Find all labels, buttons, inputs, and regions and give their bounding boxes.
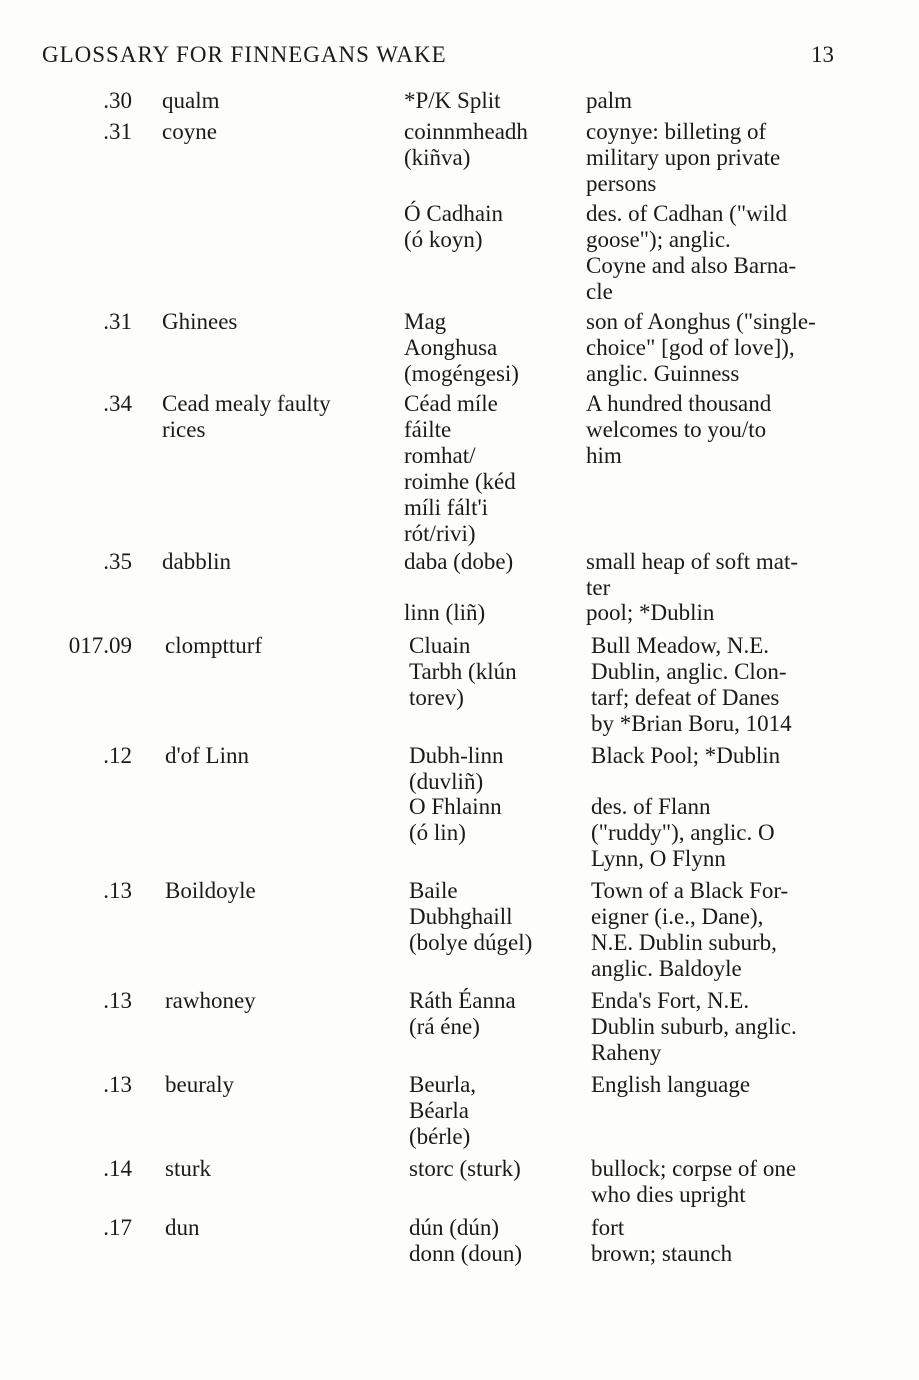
entry-irish: Cluain Tarbh (klún torev)	[409, 633, 517, 710]
entry-irish: Mag Aonghusa (mogéngesi)	[404, 309, 519, 386]
entry-word: dun	[165, 1215, 200, 1240]
entry-reference: .13	[103, 1072, 132, 1097]
entry-irish: storc (sturk)	[409, 1156, 521, 1181]
entry-gloss: son of Aonghus ("single- choice" [god of love]), anglic. Guinness	[586, 309, 816, 386]
entry-reference: .14	[103, 1156, 132, 1181]
entry-irish: Dubh-linn (duvliñ)	[409, 743, 504, 794]
entry-gloss: des. of Cadhan ("wild goose"); anglic. Coyne and also Barna- cle	[586, 201, 797, 304]
entry-reference: .13	[103, 878, 132, 903]
entry-gloss: pool; *Dublin	[586, 600, 715, 625]
entry-word: dabblin	[162, 549, 231, 574]
entry-gloss: des. of Flann ("ruddy"), anglic. O Lynn, O Flynn	[591, 794, 775, 871]
entry-gloss: Enda's Fort, N.E. Dublin suburb, anglic. Raheny	[591, 988, 797, 1065]
entry-word: beuraly	[165, 1072, 234, 1097]
entry-irish: coinnmheadh (kiñva)	[404, 119, 528, 170]
page-number: 13	[811, 42, 834, 67]
entry-gloss: A hundred thousand welcomes to you/to him	[586, 391, 772, 468]
entry-irish: Ó Cadhain (ó koyn)	[404, 201, 504, 252]
entry-irish: O Fhlainn (ó lin)	[409, 794, 502, 845]
entry-gloss: Bull Meadow, N.E. Dublin, anglic. Clon- tarf; defeat of Danes by *Brian Boru, 1014	[591, 633, 792, 736]
entry-reference: .30	[103, 88, 132, 113]
entry-gloss: small heap of soft mat- ter	[586, 549, 799, 600]
entry-irish: linn (liñ)	[404, 600, 486, 625]
entry-word: sturk	[165, 1156, 211, 1181]
entry-reference: .13	[103, 988, 132, 1013]
entry-irish: Céad míle fáilte romhat/ roimhe (kéd míli fált'i rót/rivi)	[404, 391, 516, 546]
entry-gloss: fort brown; staunch	[591, 1215, 733, 1266]
entry-reference: .12	[103, 743, 132, 768]
entry-irish: *P/K Split	[404, 88, 501, 113]
entry-irish: Baile Dubhghaill (bolye dúgel)	[409, 878, 533, 955]
entry-word: Cead mealy faulty rices	[162, 391, 331, 442]
entry-word: d'of Linn	[165, 743, 249, 768]
entry-gloss: palm	[586, 88, 632, 113]
running-title: GLOSSARY FOR FINNEGANS WAKE	[42, 42, 447, 67]
entry-word: rawhoney	[165, 988, 256, 1013]
entry-irish: dún (dún) donn (doun)	[409, 1215, 523, 1266]
entry-gloss: Black Pool; *Dublin	[591, 743, 781, 768]
entry-reference: .34	[103, 391, 132, 416]
entry-gloss: English language	[591, 1072, 751, 1097]
entry-gloss: Town of a Black For- eigner (i.e., Dane), N.E. Dublin suburb, anglic. Baldoyle	[591, 878, 789, 981]
entry-irish: Beurla, Béarla (bérle)	[409, 1072, 477, 1149]
entry-reference: .35	[103, 549, 132, 574]
entry-word: clomptturf	[165, 633, 263, 658]
page-header	[42, 42, 842, 74]
entry-word: coyne	[162, 119, 217, 144]
entry-reference: .31	[103, 119, 132, 144]
entry-gloss: bullock; corpse of one who dies upright	[591, 1156, 797, 1207]
entry-word: Boildoyle	[165, 878, 256, 903]
entry-reference: .31	[103, 309, 132, 334]
entry-irish: Ráth Éanna (rá éne)	[409, 988, 516, 1039]
entry-reference: .17	[103, 1215, 132, 1240]
entry-irish: daba (dobe)	[404, 549, 514, 574]
entry-reference: 017.09	[68, 633, 132, 658]
entry-gloss: coynye: billeting of military upon private persons	[586, 119, 781, 196]
entry-word: Ghinees	[162, 309, 238, 334]
entry-word: qualm	[162, 88, 220, 113]
